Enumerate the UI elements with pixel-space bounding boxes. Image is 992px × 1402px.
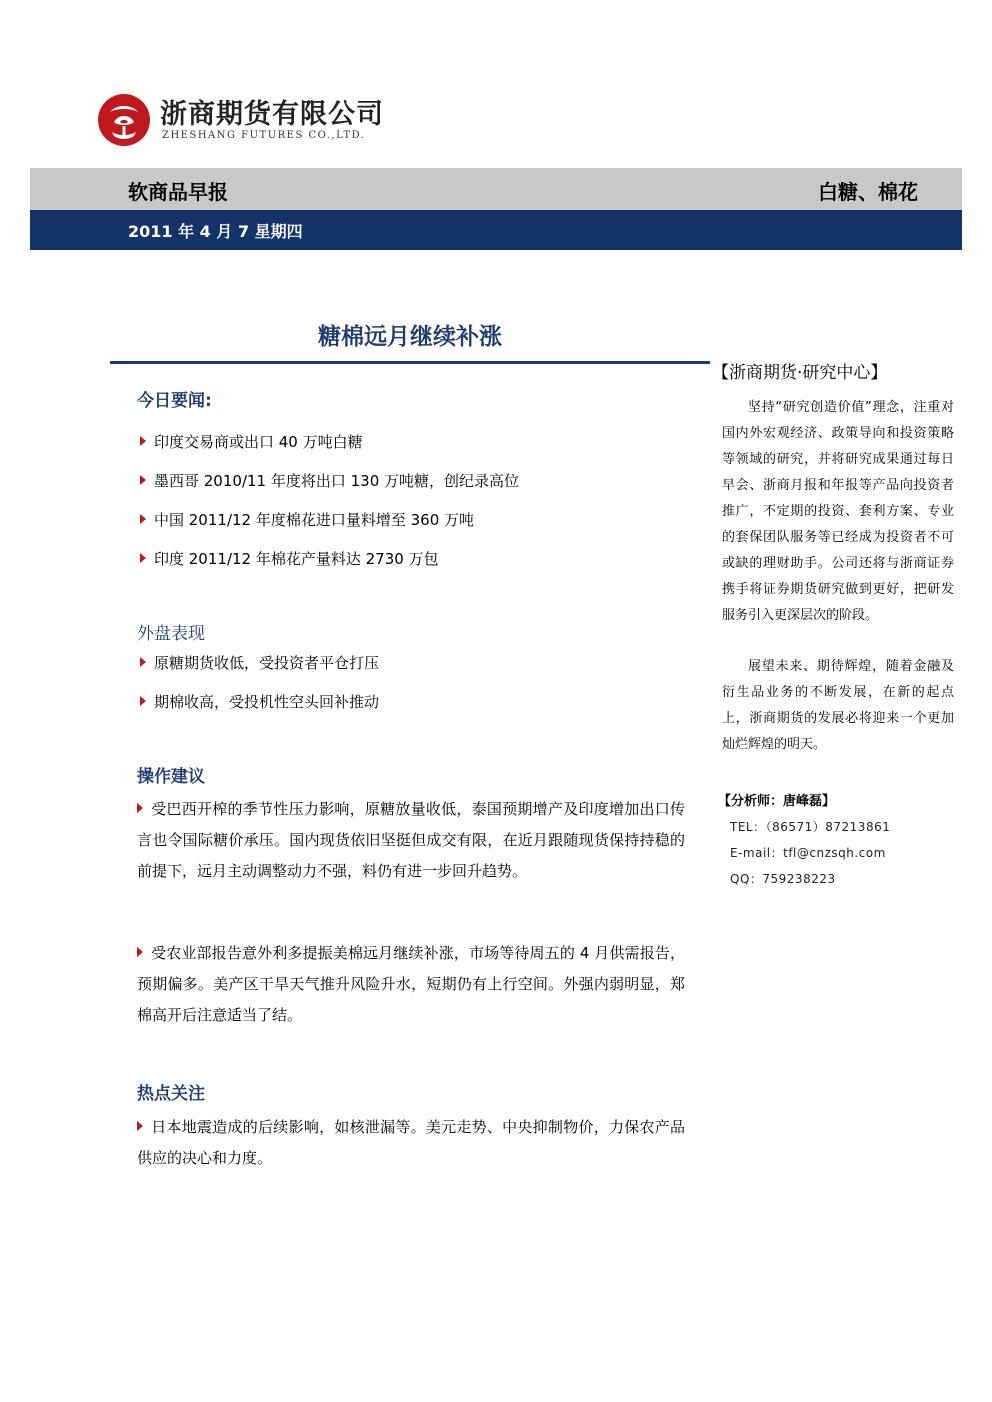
logo-name-en: ZHESHANG FUTURES CO.,LTD.	[162, 130, 366, 141]
news-item: 中国 2011/12 年度棉花进口量料增至 360 万吨	[140, 509, 474, 530]
sidebar-paragraph: 坚持“研究创造价值”理念，注重对国内外宏观经济、政策导向和投资策略等领域的研究，并将研究成果通过每日早会、浙商月报和年报等产品向投资者推广，不定期的投资、套利方案、专业的套保团队服务等已经成为投资者不可或缺的理财助手。公司还将与浙商证券携手将证券期货研究做到更好，把研发服务引入更深层次的阶段。	[722, 400, 954, 623]
logo-name-cn: 浙商期货有限公司	[160, 99, 384, 130]
bullet-arrow-icon	[140, 514, 146, 524]
external-item: 原糖期货收低，受投资者平仓打压	[140, 652, 379, 673]
contact-email[interactable]: E-mail：tfl@cnzsqh.com	[730, 846, 886, 860]
header-grey-band	[30, 168, 962, 210]
news-item: 印度交易商或出口 40 万吨白糖	[140, 431, 363, 452]
external-heading: 外盘表现	[137, 624, 205, 644]
news-heading: 今日要闻:	[137, 391, 212, 411]
focus-paragraph: 日本地震造成的后续影响，如核泄漏等。美元走势、中央抑制物价，力保农产品供应的决心和力度。	[137, 1118, 685, 1167]
bullet-arrow-icon	[140, 553, 146, 563]
analyst-name: 【分析师：唐峰磊】	[718, 794, 836, 809]
report-type: 软商品早报	[128, 180, 228, 204]
bullet-arrow-icon	[140, 696, 146, 706]
news-item: 墨西哥 2010/11 年度将出口 130 万吨糖，创纪录高位	[140, 470, 519, 491]
page-title: 糖棉远月继续补涨	[318, 324, 502, 350]
title-divider	[110, 361, 710, 364]
bullet-arrow-icon	[137, 803, 143, 813]
logo-emblem-icon	[96, 92, 152, 148]
sidebar-paragraph: 展望未来、期待辉煌，随着金融及衍生品业务的不断发展，在新的起点上，浙商期货的发展必将迎来一个更加灿烂辉煌的明天。	[722, 659, 954, 752]
advice-paragraph: 受巴西开榨的季节性压力影响，原糖放量收低，泰国预期增产及印度增加出口传言也令国际糖价承压。国内现货依旧坚挺但成交有限，在近月跟随现货保持持稳的前提下，远月主动调整动力不强，料仍有进一步回升趋势。	[137, 800, 685, 880]
advice-heading: 操作建议	[137, 767, 205, 787]
bullet-arrow-icon	[140, 436, 146, 446]
header-date-band	[30, 210, 962, 250]
contact-qq: QQ：759238223	[730, 872, 836, 886]
external-item: 期棉收高，受投机性空头回补推动	[140, 691, 379, 712]
report-date: 2011 年 4 月 7 星期四	[128, 222, 303, 241]
sidebar-heading: 【浙商期货·研究中心】	[712, 363, 888, 383]
bullet-arrow-icon	[140, 657, 146, 667]
news-item: 印度 2011/12 年棉花产量料达 2730 万包	[140, 548, 439, 569]
bullet-arrow-icon	[137, 1121, 143, 1131]
company-logo	[96, 88, 396, 152]
advice-paragraph: 受农业部报告意外利多提振美棉远月继续补涨，市场等待周五的 4 月供需报告，预期偏多。美产区干旱天气推升风险升水，短期仍有上行空间。外强内弱明显，郑棉高开后注意适当了结。	[137, 944, 685, 1024]
commodities-label: 白糖、棉花	[818, 180, 918, 204]
contact-tel: TEL：（86571）87213861	[730, 820, 891, 834]
bullet-arrow-icon	[140, 475, 146, 485]
focus-heading: 热点关注	[137, 1084, 205, 1104]
bullet-arrow-icon	[137, 947, 143, 957]
